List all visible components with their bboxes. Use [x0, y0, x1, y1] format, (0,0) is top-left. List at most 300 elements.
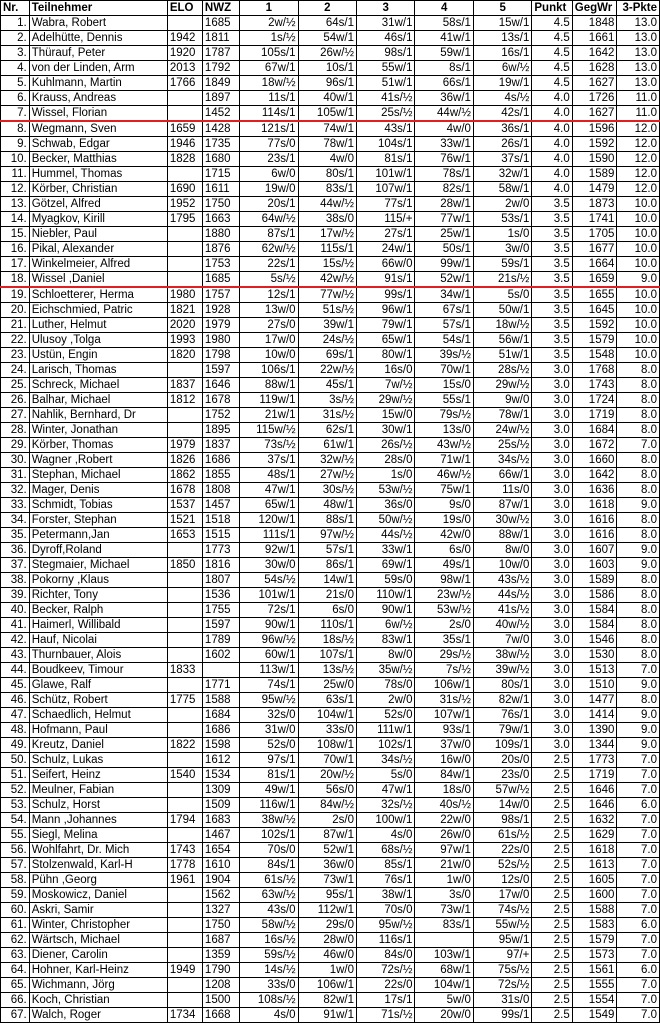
rank-cell: 26.: [1, 393, 30, 408]
rank-cell: 25.: [1, 378, 30, 393]
round-5-result-cell: 98s/1: [473, 813, 531, 828]
table-row: [1, 573, 660, 588]
points-cell: 4.5: [532, 31, 572, 46]
table-row: [1, 453, 660, 468]
elo-cell: 1822: [167, 738, 202, 753]
player-name-cell: Schaedlich, Helmut: [29, 708, 167, 723]
player-name-cell: Koch, Christian: [29, 993, 167, 1008]
round-4-result-cell: 20w/0: [415, 1008, 473, 1023]
points-cell: 2.5: [532, 753, 572, 768]
round-5-result-cell: 11s/0: [473, 483, 531, 498]
round-5-result-cell: 37s/1: [473, 152, 531, 167]
points-cell: 3.0: [532, 558, 572, 573]
points-cell: 3.5: [532, 272, 572, 288]
opponent-rating-cell: 1613: [572, 858, 617, 873]
rank-cell: 58.: [1, 873, 30, 888]
three-point-score-cell: 7.0: [617, 768, 660, 783]
table-row: [1, 903, 660, 918]
table-row: [1, 408, 660, 423]
nwz-cell: 1654: [202, 843, 239, 858]
nwz-cell: 1597: [202, 618, 239, 633]
round-5-result-cell: 17w/0: [473, 888, 531, 903]
round-1-result-cell: 92w/1: [240, 543, 298, 558]
round-2-result-cell: 84w/½: [298, 798, 356, 813]
round-2-result-cell: 28w/0: [298, 933, 356, 948]
round-5-result-cell: 99s/1: [473, 1008, 531, 1023]
elo-cell: 1961: [167, 873, 202, 888]
three-point-score-cell: 7.0: [617, 888, 660, 903]
opponent-rating-cell: 1646: [572, 798, 617, 813]
three-point-score-cell: 6.0: [617, 798, 660, 813]
three-point-score-cell: 10.0: [617, 303, 660, 318]
nwz-cell: 1598: [202, 738, 239, 753]
round-3-result-cell: 90w/1: [357, 603, 415, 618]
points-cell: 3.0: [532, 693, 572, 708]
opponent-rating-cell: 1607: [572, 543, 617, 558]
table-row: [1, 543, 660, 558]
points-cell: 3.0: [532, 393, 572, 408]
round-2-result-cell: 96s/1: [298, 76, 356, 91]
table-row: [1, 287, 660, 303]
nwz-cell: 1687: [202, 933, 239, 948]
round-4-result-cell: 3s/0: [415, 888, 473, 903]
three-point-score-cell: 8.0: [617, 573, 660, 588]
nwz-cell: 1771: [202, 678, 239, 693]
points-cell: 4.5: [532, 46, 572, 61]
round-1-result-cell: 1s/½: [240, 31, 298, 46]
round-3-result-cell: 33w/1: [357, 543, 415, 558]
round-5-result-cell: 44s/½: [473, 588, 531, 603]
round-4-result-cell: 4w/0: [415, 121, 473, 137]
round-1-result-cell: 38w/½: [240, 813, 298, 828]
points-cell: 3.0: [532, 573, 572, 588]
player-name-cell: Adelhütte, Dennis: [29, 31, 167, 46]
player-name-cell: Körber, Thomas: [29, 438, 167, 453]
round-3-result-cell: 36s/0: [357, 498, 415, 513]
table-row: [1, 16, 660, 31]
three-point-score-cell: 8.0: [617, 633, 660, 648]
player-name-cell: Richter, Tony: [29, 588, 167, 603]
player-name-cell: Hofmann, Paul: [29, 723, 167, 738]
round-2-result-cell: 115s/1: [298, 242, 356, 257]
round-1-result-cell: 49w/1: [240, 783, 298, 798]
table-row: [1, 978, 660, 993]
round-4-result-cell: 1w/0: [415, 873, 473, 888]
round-5-result-cell: 74s/½: [473, 903, 531, 918]
rank-cell: 3.: [1, 46, 30, 61]
three-point-score-cell: 13.0: [617, 76, 660, 91]
player-name-cell: Wegmann, Sven: [29, 121, 167, 137]
points-cell: 3.0: [532, 663, 572, 678]
round-3-result-cell: 81s/1: [357, 152, 415, 167]
table-row: [1, 227, 660, 242]
player-name-cell: Becker, Ralph: [29, 603, 167, 618]
rank-cell: 12.: [1, 182, 30, 197]
round-3-result-cell: 41s/½: [357, 91, 415, 106]
round-3-result-cell: 15w/0: [357, 408, 415, 423]
round-4-result-cell: 73w/1: [415, 903, 473, 918]
elo-cell: 1946: [167, 137, 202, 152]
nwz-cell: 1500: [202, 993, 239, 1008]
opponent-rating-cell: 1573: [572, 948, 617, 963]
round-2-result-cell: 33s/0: [298, 723, 356, 738]
elo-cell: [167, 978, 202, 993]
opponent-rating-cell: 1579: [572, 333, 617, 348]
round-4-result-cell: 2s/0: [415, 618, 473, 633]
round-2-result-cell: 52w/1: [298, 843, 356, 858]
round-2-result-cell: 13s/½: [298, 663, 356, 678]
round-4-result-cell: 36w/1: [415, 91, 473, 106]
points-cell: 2.5: [532, 978, 572, 993]
elo-cell: [167, 91, 202, 106]
round-5-result-cell: 34s/½: [473, 453, 531, 468]
three-point-score-cell: 8.0: [617, 528, 660, 543]
round-4-result-cell: [415, 933, 473, 948]
opponent-rating-cell: 1477: [572, 693, 617, 708]
rank-cell: 16.: [1, 242, 30, 257]
table-row: [1, 738, 660, 753]
player-name-cell: Wärtsch, Michael: [29, 933, 167, 948]
round-3-result-cell: 51w/1: [357, 76, 415, 91]
rank-cell: 32.: [1, 483, 30, 498]
round-4-result-cell: 83s/1: [415, 918, 473, 933]
nwz-cell: 1327: [202, 903, 239, 918]
round-1-result-cell: 47w/1: [240, 483, 298, 498]
round-1-result-cell: 73s/½: [240, 438, 298, 453]
round-5-result-cell: 1s/0: [473, 227, 531, 242]
points-cell: 3.0: [532, 408, 572, 423]
nwz-cell: 1904: [202, 873, 239, 888]
round-4-result-cell: 68w/1: [415, 963, 473, 978]
three-point-score-cell: 7.0: [617, 978, 660, 993]
round-3-result-cell: 44s/½: [357, 528, 415, 543]
table-row: [1, 693, 660, 708]
round-5-result-cell: 97/+: [473, 948, 531, 963]
round-1-result-cell: 32s/0: [240, 708, 298, 723]
three-point-score-cell: 8.0: [617, 468, 660, 483]
round-2-result-cell: 3s/½: [298, 393, 356, 408]
round-2-result-cell: 45s/1: [298, 378, 356, 393]
nwz-cell: 1980: [202, 333, 239, 348]
points-cell: 3.5: [532, 348, 572, 363]
round-4-result-cell: 93s/1: [415, 723, 473, 738]
round-4-result-cell: 46w/½: [415, 468, 473, 483]
round-3-result-cell: 46s/1: [357, 31, 415, 46]
round-1-result-cell: 64w/½: [240, 212, 298, 227]
round-1-result-cell: 87s/1: [240, 227, 298, 242]
round-1-result-cell: 81s/1: [240, 768, 298, 783]
round-4-result-cell: 21w/0: [415, 858, 473, 873]
opponent-rating-cell: 1561: [572, 963, 617, 978]
opponent-rating-cell: 1605: [572, 873, 617, 888]
three-point-score-cell: 9.0: [617, 723, 660, 738]
round-4-result-cell: 106w/1: [415, 678, 473, 693]
table-row: [1, 933, 660, 948]
opponent-rating-cell: 1479: [572, 182, 617, 197]
round-1-result-cell: 2w/½: [240, 16, 298, 31]
player-name-cell: Mann ,Johannes: [29, 813, 167, 828]
table-row: [1, 588, 660, 603]
nwz-cell: 1807: [202, 573, 239, 588]
points-cell: 2.5: [532, 843, 572, 858]
opponent-rating-cell: 1677: [572, 242, 617, 257]
round-5-result-cell: 3w/0: [473, 242, 531, 257]
round-1-result-cell: 65w/1: [240, 498, 298, 513]
player-name-cell: Schulz, Horst: [29, 798, 167, 813]
round-1-result-cell: 119w/1: [240, 393, 298, 408]
opponent-rating-cell: 1583: [572, 918, 617, 933]
three-point-score-cell: 10.0: [617, 257, 660, 272]
elo-cell: [167, 16, 202, 31]
opponent-rating-cell: 1600: [572, 888, 617, 903]
three-point-score-cell: 12.0: [617, 152, 660, 167]
round-3-result-cell: 34s/½: [357, 753, 415, 768]
elo-cell: [167, 106, 202, 122]
rank-cell: 51.: [1, 768, 30, 783]
nwz-cell: 1428: [202, 121, 239, 137]
round-2-result-cell: 14w/1: [298, 573, 356, 588]
round-5-result-cell: 43s/½: [473, 573, 531, 588]
round-2-result-cell: 17w/½: [298, 227, 356, 242]
round-1-result-cell: 17w/0: [240, 333, 298, 348]
rank-cell: 62.: [1, 933, 30, 948]
elo-cell: [167, 753, 202, 768]
opponent-rating-cell: 1618: [572, 498, 617, 513]
round-2-result-cell: 73w/1: [298, 873, 356, 888]
round-1-result-cell: 60w/1: [240, 648, 298, 663]
round-5-result-cell: 19w/1: [473, 76, 531, 91]
rank-cell: 28.: [1, 423, 30, 438]
opponent-rating-cell: 1510: [572, 678, 617, 693]
three-point-score-cell: 8.0: [617, 378, 660, 393]
round-1-result-cell: 67w/1: [240, 61, 298, 76]
round-2-result-cell: 15s/½: [298, 257, 356, 272]
player-name-cell: Siegl, Melina: [29, 828, 167, 843]
table-row: [1, 46, 660, 61]
points-cell: 2.5: [532, 918, 572, 933]
rank-cell: 42.: [1, 633, 30, 648]
rank-cell: 11.: [1, 167, 30, 182]
round-1-result-cell: 31w/0: [240, 723, 298, 738]
round-4-result-cell: 6s/0: [415, 543, 473, 558]
elo-cell: [167, 678, 202, 693]
round-3-result-cell: 77s/1: [357, 197, 415, 212]
nwz-cell: 1715: [202, 167, 239, 182]
table-row: [1, 663, 660, 678]
round-3-result-cell: 100w/1: [357, 813, 415, 828]
round-4-result-cell: 31s/½: [415, 693, 473, 708]
rank-cell: 52.: [1, 783, 30, 798]
round-3-result-cell: 27s/1: [357, 227, 415, 242]
round-5-result-cell: 82w/1: [473, 693, 531, 708]
round-2-result-cell: 80s/1: [298, 167, 356, 182]
table-row: [1, 363, 660, 378]
round-2-result-cell: 106w/1: [298, 978, 356, 993]
points-cell: 3.0: [532, 648, 572, 663]
opponent-rating-cell: 1873: [572, 197, 617, 212]
three-point-score-cell: 10.0: [617, 287, 660, 303]
nwz-cell: 1750: [202, 918, 239, 933]
round-1-result-cell: 115w/½: [240, 423, 298, 438]
round-1-result-cell: 101w/1: [240, 588, 298, 603]
points-cell: 3.0: [532, 438, 572, 453]
opponent-rating-cell: 1616: [572, 513, 617, 528]
elo-cell: 1537: [167, 498, 202, 513]
round-2-result-cell: 39w/1: [298, 318, 356, 333]
nwz-cell: 1811: [202, 31, 239, 46]
points-cell: 3.5: [532, 242, 572, 257]
rank-cell: 10.: [1, 152, 30, 167]
three-point-score-cell: 8.0: [617, 408, 660, 423]
points-cell: 3.0: [532, 468, 572, 483]
table-row: [1, 303, 660, 318]
table-row: [1, 167, 660, 182]
header-opponent-rating: GegWr: [572, 1, 617, 16]
nwz-cell: 1753: [202, 257, 239, 272]
nwz-cell: 1773: [202, 543, 239, 558]
nwz-cell: 1979: [202, 318, 239, 333]
three-point-score-cell: 8.0: [617, 513, 660, 528]
round-2-result-cell: 74w/1: [298, 121, 356, 137]
header-elo: ELO: [167, 1, 202, 16]
points-cell: 3.0: [532, 483, 572, 498]
points-cell: 4.0: [532, 91, 572, 106]
points-cell: 3.0: [532, 738, 572, 753]
rank-cell: 64.: [1, 963, 30, 978]
rank-cell: 18.: [1, 272, 30, 288]
round-2-result-cell: 105w/1: [298, 106, 356, 122]
nwz-cell: 1880: [202, 227, 239, 242]
round-2-result-cell: 22w/½: [298, 363, 356, 378]
round-4-result-cell: 66s/1: [415, 76, 473, 91]
rank-cell: 13.: [1, 197, 30, 212]
round-3-result-cell: 107w/1: [357, 182, 415, 197]
opponent-rating-cell: 1555: [572, 978, 617, 993]
round-1-result-cell: 20s/1: [240, 197, 298, 212]
rank-cell: 23.: [1, 348, 30, 363]
round-5-result-cell: 7w/0: [473, 633, 531, 648]
opponent-rating-cell: 1584: [572, 618, 617, 633]
rank-cell: 46.: [1, 693, 30, 708]
round-2-result-cell: 57s/1: [298, 543, 356, 558]
rank-cell: 65.: [1, 978, 30, 993]
opponent-rating-cell: 1636: [572, 483, 617, 498]
table-row: [1, 91, 660, 106]
rank-cell: 37.: [1, 558, 30, 573]
round-1-result-cell: 14s/½: [240, 963, 298, 978]
table-row: [1, 468, 660, 483]
elo-cell: [167, 603, 202, 618]
points-cell: 4.0: [532, 121, 572, 137]
player-name-cell: Seifert, Heinz: [29, 768, 167, 783]
three-point-score-cell: 10.0: [617, 242, 660, 257]
nwz-cell: 1668: [202, 1008, 239, 1023]
elo-cell: 1942: [167, 31, 202, 46]
nwz-cell: 1685: [202, 16, 239, 31]
nwz-cell: 1359: [202, 948, 239, 963]
three-point-score-cell: 7.0: [617, 783, 660, 798]
round-2-result-cell: 77w/½: [298, 287, 356, 303]
nwz-cell: 1518: [202, 513, 239, 528]
round-2-result-cell: 46w/0: [298, 948, 356, 963]
round-1-result-cell: 97s/1: [240, 753, 298, 768]
player-name-cell: von der Linden, Arm: [29, 61, 167, 76]
three-point-score-cell: 8.0: [617, 603, 660, 618]
player-name-cell: Balhar, Michael: [29, 393, 167, 408]
player-name-cell: Wohlfahrt, Dr. Mich: [29, 843, 167, 858]
opponent-rating-cell: 1344: [572, 738, 617, 753]
rank-cell: 24.: [1, 363, 30, 378]
round-4-result-cell: 99w/1: [415, 257, 473, 272]
nwz-cell: 1509: [202, 798, 239, 813]
table-row: [1, 888, 660, 903]
table-row: [1, 843, 660, 858]
round-2-result-cell: 40w/1: [298, 91, 356, 106]
header-nwz: NWZ: [202, 1, 239, 16]
table-row: [1, 708, 660, 723]
table-row: [1, 648, 660, 663]
opponent-rating-cell: 1590: [572, 152, 617, 167]
player-name-cell: Forster, Stephan: [29, 513, 167, 528]
three-point-score-cell: 8.0: [617, 363, 660, 378]
nwz-cell: 1798: [202, 348, 239, 363]
points-cell: 3.5: [532, 333, 572, 348]
round-3-result-cell: 84s/0: [357, 948, 415, 963]
rank-cell: 7.: [1, 106, 30, 122]
table-row: [1, 798, 660, 813]
table-row: [1, 498, 660, 513]
round-3-result-cell: 1s/0: [357, 468, 415, 483]
round-1-result-cell: 19w/0: [240, 182, 298, 197]
round-5-result-cell: 16s/1: [473, 46, 531, 61]
points-cell: 4.0: [532, 182, 572, 197]
round-2-result-cell: 36w/0: [298, 858, 356, 873]
points-cell: 2.5: [532, 783, 572, 798]
round-1-result-cell: 10w/0: [240, 348, 298, 363]
round-4-result-cell: 26w/0: [415, 828, 473, 843]
round-5-result-cell: 42s/1: [473, 106, 531, 122]
round-5-result-cell: 56w/1: [473, 333, 531, 348]
rank-cell: 45.: [1, 678, 30, 693]
rank-cell: 31.: [1, 468, 30, 483]
points-cell: 2.5: [532, 933, 572, 948]
header-round-1: 1: [240, 1, 298, 16]
round-4-result-cell: 28w/1: [415, 197, 473, 212]
elo-cell: 1521: [167, 513, 202, 528]
points-cell: 4.5: [532, 61, 572, 76]
rank-cell: 34.: [1, 513, 30, 528]
three-point-score-cell: 9.0: [617, 708, 660, 723]
round-2-result-cell: 27w/½: [298, 468, 356, 483]
round-4-result-cell: 82s/1: [415, 182, 473, 197]
round-2-result-cell: 64s/1: [298, 16, 356, 31]
rank-cell: 63.: [1, 948, 30, 963]
round-5-result-cell: 50w/1: [473, 303, 531, 318]
round-4-result-cell: 8s/1: [415, 61, 473, 76]
nwz-cell: 1789: [202, 633, 239, 648]
opponent-rating-cell: 1616: [572, 528, 617, 543]
round-3-result-cell: 5s/0: [357, 768, 415, 783]
rank-cell: 39.: [1, 588, 30, 603]
round-4-result-cell: 7s/½: [415, 663, 473, 678]
rank-cell: 20.: [1, 303, 30, 318]
round-4-result-cell: 41w/1: [415, 31, 473, 46]
elo-cell: [167, 423, 202, 438]
player-name-cell: Götzel, Alfred: [29, 197, 167, 212]
three-point-score-cell: 8.0: [617, 453, 660, 468]
round-5-result-cell: 59s/1: [473, 257, 531, 272]
round-3-result-cell: 83w/1: [357, 633, 415, 648]
